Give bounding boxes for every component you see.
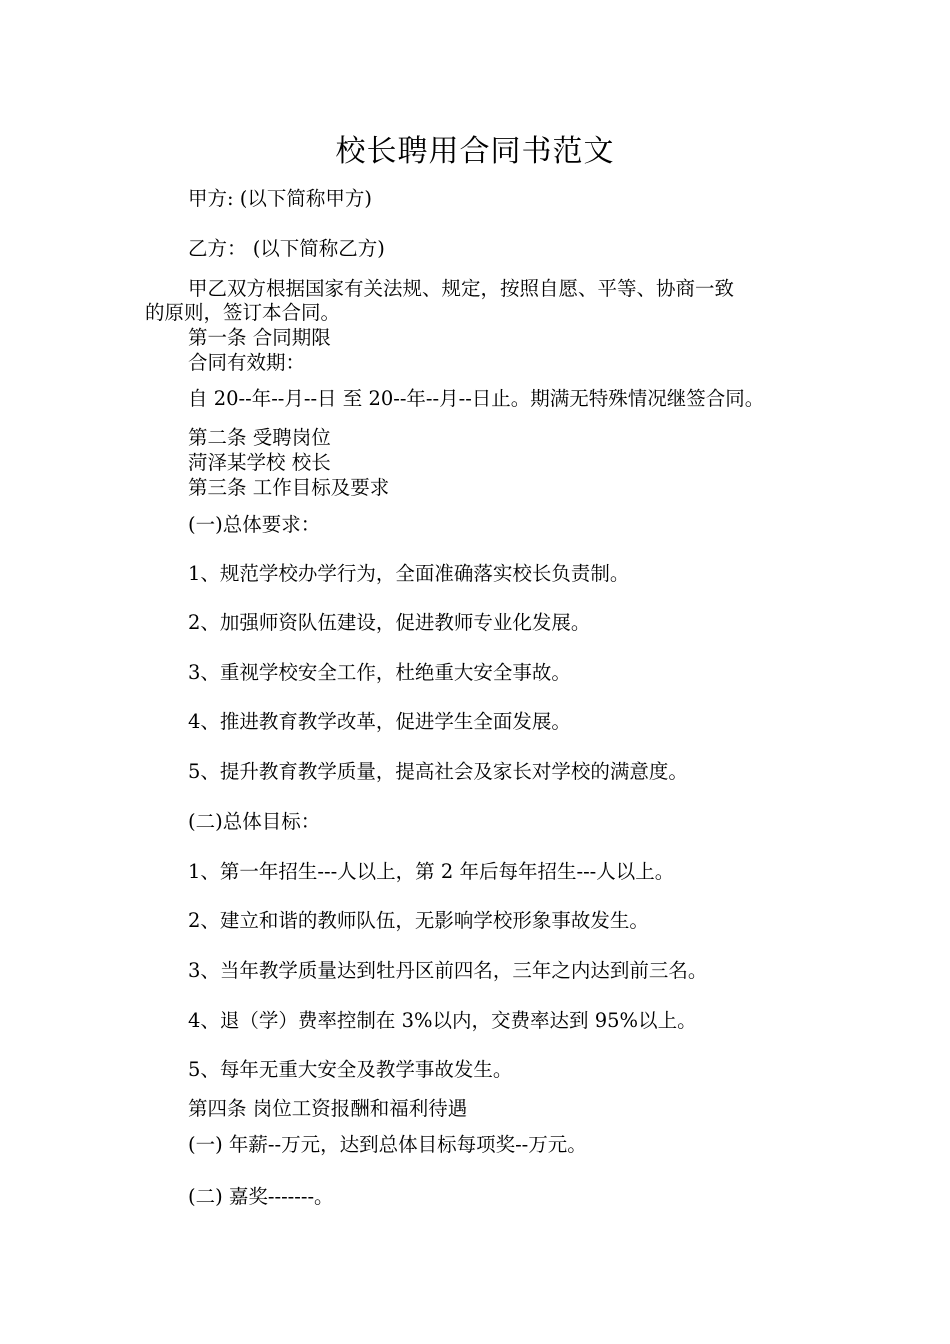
list-item: 3、当年教学质量达到牡丹区前四名，三年之内达到前三名。	[188, 959, 708, 982]
intro-paragraph-line-2: 的原则，签订本合同。	[145, 301, 341, 324]
list-item: 2、建立和谐的教师队伍，无影响学校形象事故发生。	[188, 909, 649, 932]
list-item: 2、加强师资队伍建设，促进教师专业化发展。	[188, 611, 591, 634]
requirements-heading: (一)总体要求：	[188, 513, 321, 536]
contract-validity-label: 合同有效期：	[188, 351, 306, 374]
contract-period-text: 自 20--年--月--日 至 20--年--月--日止。期满无特殊情况继签合同。	[188, 387, 765, 410]
list-item: 5、提升教育教学质量，提高社会及家长对学校的满意度。	[188, 760, 688, 783]
list-item: 4、推进教育教学改革，促进学生全面发展。	[188, 710, 571, 733]
list-item: 3、重视学校安全工作，杜绝重大安全事故。	[188, 661, 571, 684]
article-2-heading: 第二条 受聘岗位	[188, 426, 331, 449]
list-item: 1、规范学校办学行为，全面准确落实校长负责制。	[188, 562, 630, 585]
party-b-line: 乙方： (以下简称乙方)	[188, 237, 385, 260]
salary-text: (一) 年薪--万元，达到总体目标每项奖--万元。	[188, 1133, 587, 1156]
document-title: 校长聘用合同书范文	[335, 134, 615, 169]
position-text: 菏泽某学校 校长	[188, 451, 331, 474]
party-a-line: 甲方: (以下简称甲方)	[188, 187, 372, 210]
bonus-text: (二) 嘉奖-------。	[188, 1185, 334, 1208]
goals-heading: (二)总体目标：	[188, 810, 321, 833]
list-item: 1、第一年招生---人以上，第 2 年后每年招生---人以上。	[188, 860, 675, 883]
list-item: 5、每年无重大安全及教学事故发生。	[188, 1058, 513, 1081]
list-item: 4、退（学）费率控制在 3%以内，交费率达到 95%以上。	[188, 1009, 697, 1032]
article-3-heading: 第三条 工作目标及要求	[188, 476, 390, 499]
article-1-heading: 第一条 合同期限	[188, 326, 331, 349]
intro-paragraph-line-1: 甲乙双方根据国家有关法规、规定，按照自愿、平等、协商一致	[188, 277, 735, 300]
article-4-heading: 第四条 岗位工资报酬和福利待遇	[188, 1097, 468, 1120]
